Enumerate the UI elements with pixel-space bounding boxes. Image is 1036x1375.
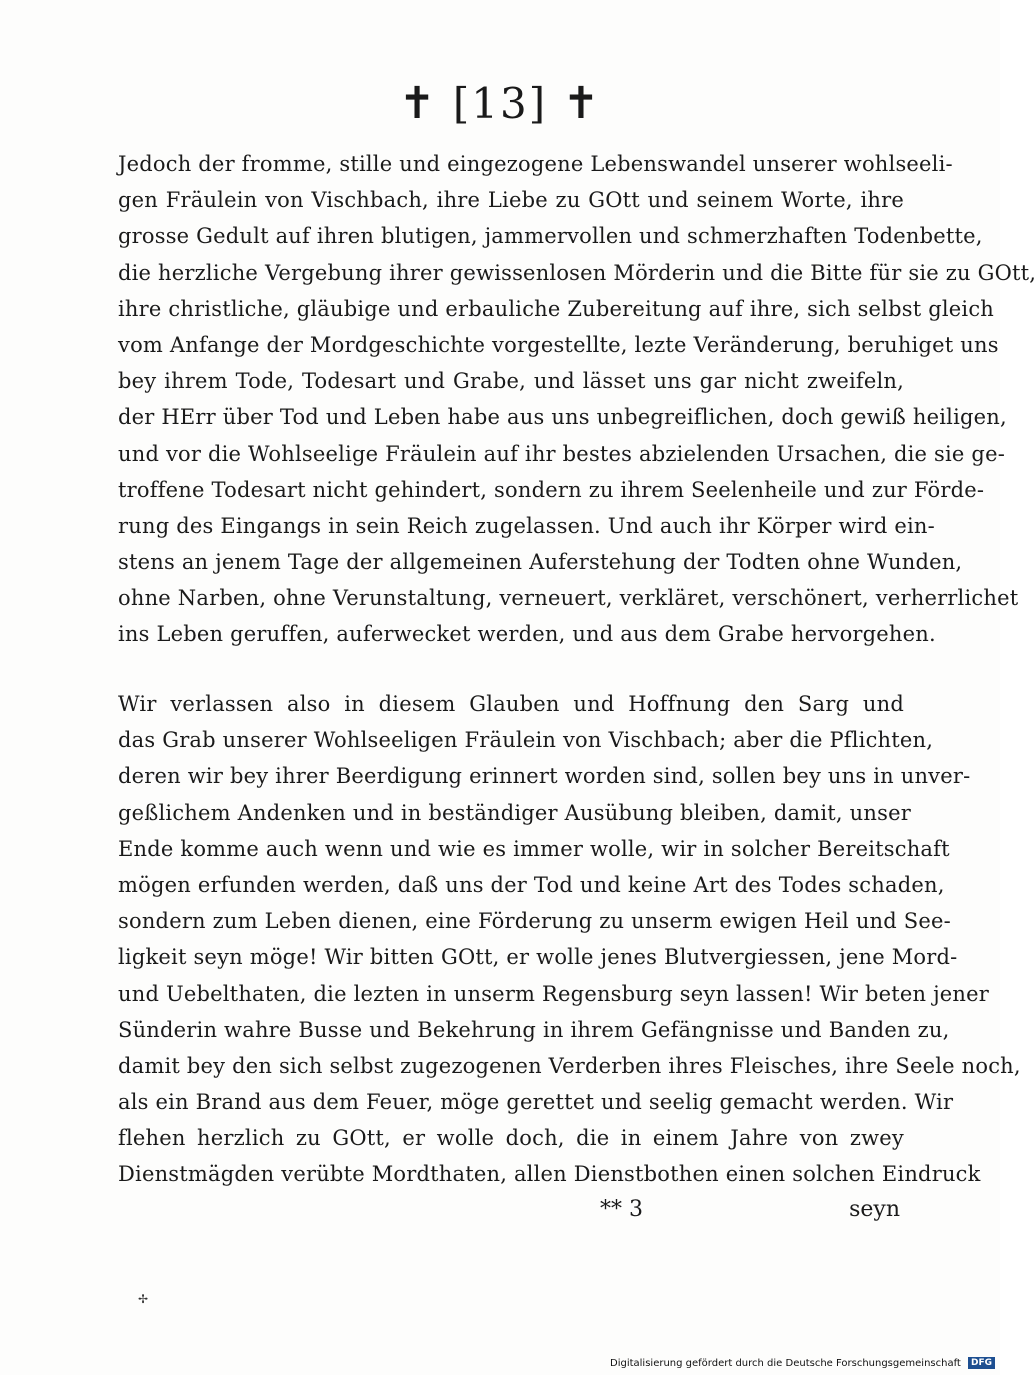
text-line: geßlichem Andenken und in beständiger Ausübung bleiben, damit, unser — [118, 800, 911, 825]
text-line: das Grab unserer Wohlseeligen Fräulein von Vischbach; aber die Pflichten, — [118, 728, 934, 753]
dfg-logo: DFG — [968, 1357, 995, 1369]
page-header — [0, 78, 1000, 129]
text-line: mögen erfunden werden, daß uns der Tod und keine Art des Todes schaden, — [118, 872, 945, 897]
text-line: die herzliche Vergebung ihrer gewissenlosen Mörderin und die Bitte für sie zu GOtt, — [118, 260, 1036, 285]
text-line: flehen herzlich zu GOtt, er wolle doch, die in einem Jahre von zwey — [118, 1126, 904, 1151]
page-number: [13] — [452, 79, 548, 128]
cross-right-icon: ✝ — [562, 78, 602, 129]
digitization-credit — [610, 1357, 995, 1369]
text-line: grosse Gedult auf ihren blutigen, jammervollen und schmerzhaften Todenbette, — [118, 224, 983, 249]
text-line: vom Anfange der Mordgeschichte vorgestellte, lezte Veränderung, beruhiget uns — [118, 332, 999, 357]
text-line: rung des Eingangs in sein Reich zugelassen. Und auch ihr Körper wird ein- — [118, 513, 935, 538]
ink-blot-icon: ✢ — [138, 1292, 149, 1306]
text-line: sondern zum Leben dienen, eine Förderung zu unserm ewigen Heil und See- — [118, 909, 951, 934]
text-line: der HErr über Tod und Leben habe aus uns unbegreiflichen, doch gewiß heiligen, — [118, 405, 1007, 430]
text-line: gen Fräulein von Vischbach, ihre Liebe zu GOtt und seinem Worte, ihre — [118, 188, 904, 213]
text-line: damit bey den sich selbst zugezogenen Verderben ihres Fleisches, ihre Seele noch, — [118, 1053, 1021, 1078]
paragraph-1 — [118, 146, 1036, 653]
cross-left-icon: ✝ — [398, 78, 438, 129]
text-line: ins Leben geruffen, auferwecket werden, und aus dem Grabe hervorgehen. — [118, 622, 936, 647]
catchword: seyn — [849, 1197, 900, 1222]
text-line: deren wir bey ihrer Beerdigung erinnert worden sind, sollen bey uns in unver- — [118, 764, 971, 789]
text-line: ihre christliche, gläubige und erbauliche Zubereitung auf ihre, sich selbst gleich — [118, 296, 995, 321]
text-line: Ende komme auch wenn und wie es immer wolle, wir in solcher Bereitschaft — [118, 836, 950, 861]
text-line: stens an jenem Tage der allgemeinen Auferstehung der Todten ohne Wunden, — [118, 550, 963, 575]
signature-mark: ** 3 — [600, 1197, 643, 1222]
page-bottom-marks — [118, 1193, 904, 1227]
text-line: ohne Narben, ohne Verunstaltung, verneuert, verkläret, verschönert, verherrlichet — [118, 586, 1019, 611]
text-line: troffene Todesart nicht gehindert, sondern zu ihrem Seelenheile und zur Förde- — [118, 477, 985, 502]
text-line: bey ihrem Tode, Todesart und Grabe, und lässet uns gar nicht zweifeln, — [118, 369, 904, 394]
text-line: und vor die Wohlseelige Fräulein auf ihr bestes abzielenden Ursachen, die sie ge- — [118, 441, 1005, 466]
text-line: Wir verlassen also in diesem Glauben und Hoffnung den Sarg und — [118, 692, 904, 716]
text-line: und Uebelthaten, die lezten in unserm Regensburg seyn lassen! Wir beten jener — [118, 981, 990, 1006]
credit-text: Digitalisierung gefördert durch die Deutsche Forschungsgemeinschaft — [610, 1358, 961, 1369]
text-line: Sünderin wahre Busse und Bekehrung in ihrem Gefängnisse und Banden zu, — [118, 1017, 950, 1042]
text-line: Dienstmägden verübte Mordthaten, allen Dienstbothen einen solchen Eindruck — [118, 1162, 981, 1187]
text-line: als ein Brand aus dem Feuer, möge gerettet und seelig gemacht werden. Wir — [118, 1090, 954, 1115]
text-line: ligkeit seyn möge! Wir bitten GOtt, er wolle jenes Blutvergiessen, jene Mord- — [118, 945, 958, 970]
paragraph-2 — [118, 686, 1021, 1193]
text-line: Jedoch der fromme, stille und eingezogene Lebenswandel unserer wohlseeli- — [118, 152, 953, 176]
